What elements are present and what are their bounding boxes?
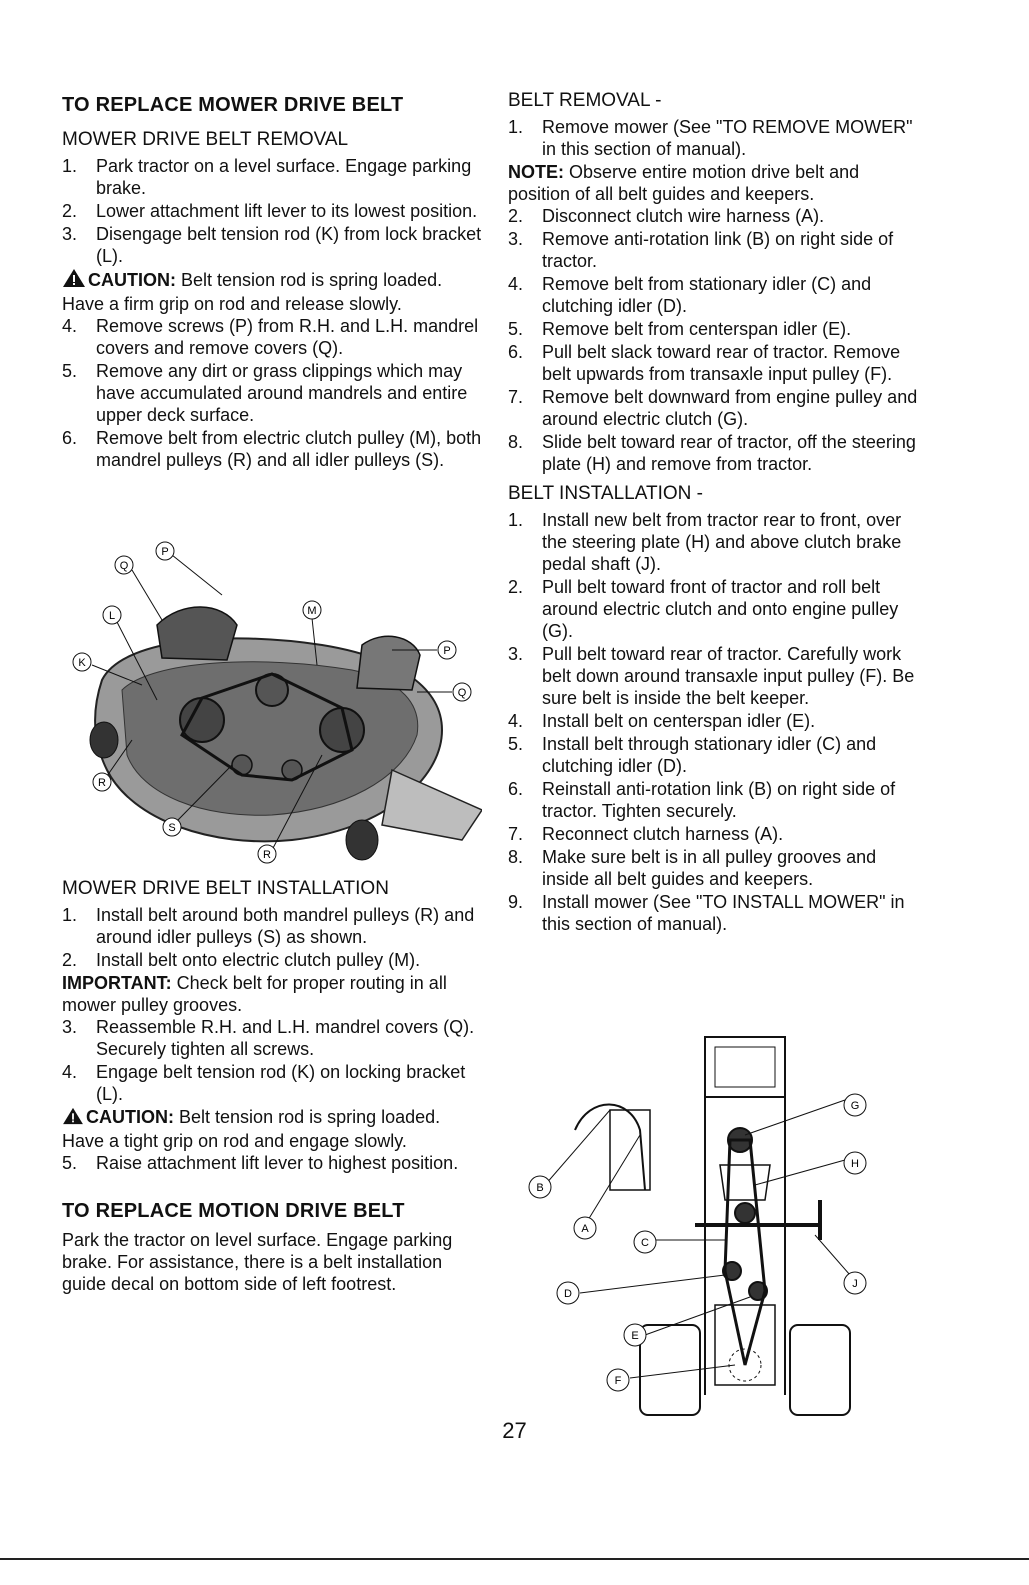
list-item: 5. Raise attachment lift lever to highest position. xyxy=(62,1153,459,1173)
caution-block-1 xyxy=(62,268,482,315)
bottom-rule xyxy=(0,1558,1029,1560)
svg-text:P: P xyxy=(161,546,169,558)
tractor-callout-e xyxy=(624,1324,646,1346)
list-item: 1. Install belt around both mandrel pulleys (R) and around idler pulleys (S) as shown. xyxy=(62,905,475,947)
list-item: 3. Pull belt toward rear of tractor. Carefully work belt down around transaxle input pulley (F). Be sure belt is inside the belt keeper. xyxy=(508,644,915,708)
list-item: 4. Remove screws (P) from R.H. and L.H. mandrel covers and remove covers (Q). xyxy=(62,316,479,358)
deck-callout-l xyxy=(103,606,121,624)
list-item: 2. Install belt onto electric clutch pulley (M). xyxy=(62,950,421,970)
mower-installation-steps-c xyxy=(62,1152,482,1174)
svg-text:A: A xyxy=(581,1223,589,1235)
deck-callout-q-top xyxy=(115,556,133,574)
svg-text:R: R xyxy=(98,777,106,789)
note-block xyxy=(508,161,920,205)
tractor-belt-figure xyxy=(520,1035,880,1420)
right-column xyxy=(508,90,920,936)
mower-removal-steps-a xyxy=(62,155,482,267)
tractor-callout-h xyxy=(844,1152,866,1174)
left-column-lower xyxy=(62,878,482,1295)
important-label: IMPORTANT: xyxy=(62,973,172,993)
belt-installation-steps xyxy=(508,509,920,935)
list-item: 3. Reassemble R.H. and L.H. mandrel covers (Q). Securely tighten all screws. xyxy=(62,1017,475,1059)
deck-callout-m xyxy=(303,601,321,619)
deck-callout-s xyxy=(163,818,181,836)
mower-installation-steps-a xyxy=(62,904,482,971)
tractor-belt-illustration xyxy=(520,1035,880,1420)
list-item: 1. Install new belt from tractor rear to front, over the steering plate (H) and above clutch brake pedal shaft (J). xyxy=(508,510,902,574)
list-item: 5. Remove belt from centerspan idler (E). xyxy=(508,319,852,339)
mower-deck-illustration xyxy=(62,540,482,870)
svg-text:M: M xyxy=(307,605,317,617)
list-item: 6. Pull belt slack toward rear of tractor. Remove belt upwards from transaxle input pulley (F). xyxy=(508,342,901,384)
deck-callout-r-left xyxy=(93,773,111,791)
caution-label: CAUTION: xyxy=(88,270,176,290)
svg-text:Q: Q xyxy=(457,687,467,699)
deck-callout-k xyxy=(73,653,91,671)
tractor-callout-f xyxy=(607,1369,629,1391)
mower-belt-heading: TO REPLACE MOWER DRIVE BELT xyxy=(62,94,404,116)
mower-removal-steps-b xyxy=(62,315,482,471)
list-item: 6. Remove belt from electric clutch pulley (M), both mandrel pulleys (R) and all idler pulleys (S). xyxy=(62,428,482,470)
list-item: 2. Disconnect clutch wire harness (A). xyxy=(508,206,825,226)
caution-label: CAUTION: xyxy=(86,1107,174,1127)
mower-installation-title: MOWER DRIVE BELT INSTALLATION xyxy=(62,878,389,899)
tractor-callout-g xyxy=(844,1094,866,1116)
list-item: 5. Remove any dirt or grass clippings which may have accumulated around mandrels and entire upper deck surface. xyxy=(62,361,468,425)
deck-callout-p-top xyxy=(156,542,174,560)
deck-callout-p-right xyxy=(438,641,456,659)
warning-icon xyxy=(62,268,86,293)
motion-belt-heading: TO REPLACE MOTION DRIVE BELT xyxy=(62,1200,405,1222)
mower-installation-steps-b xyxy=(62,1016,482,1105)
tractor-callout-d xyxy=(557,1282,579,1304)
svg-text:R: R xyxy=(263,849,271,861)
list-item: 4. Install belt on centerspan idler (E). xyxy=(508,711,816,731)
belt-removal-steps-b xyxy=(508,205,920,475)
mower-removal-title: MOWER DRIVE BELT REMOVAL xyxy=(62,129,349,150)
tractor-callout-j xyxy=(844,1272,866,1294)
tractor-callout-c xyxy=(634,1231,656,1253)
list-item: 2. Pull belt toward front of tractor and roll belt around electric clutch and onto engine pulley (G). xyxy=(508,577,899,641)
svg-text:Q: Q xyxy=(119,560,129,572)
belt-removal-steps-a xyxy=(508,116,920,160)
svg-text:J: J xyxy=(852,1278,858,1290)
svg-text:B: B xyxy=(536,1182,544,1194)
belt-removal-title: BELT REMOVAL - xyxy=(508,90,662,111)
belt-installation-title: BELT INSTALLATION - xyxy=(508,483,703,504)
svg-text:S: S xyxy=(168,822,176,834)
list-item: 7. Remove belt downward from engine pulley and around electric clutch (G). xyxy=(508,387,918,429)
svg-text:G: G xyxy=(850,1100,860,1112)
important-text: Check belt for proper routing in all mower pulley grooves. xyxy=(62,973,447,1015)
list-item: 3. Remove anti-rotation link (B) on right side of tractor. xyxy=(508,229,894,271)
list-item: 2. Lower attachment lift lever to its lowest position. xyxy=(62,201,478,221)
svg-text:P: P xyxy=(443,645,451,657)
list-item: 5. Install belt through stationary idler (C) and clutching idler (D). xyxy=(508,734,877,776)
motion-belt-text: Park the tractor on level surface. Engage parking brake. For assistance, there is a belt installation guide decal on bottom side of left footrest. xyxy=(62,1230,453,1294)
svg-text:K: K xyxy=(78,657,86,669)
page-number: 27 xyxy=(502,1418,527,1443)
deck-callout-q-right xyxy=(453,683,471,701)
list-item: 8. Slide belt toward rear of tractor, off the steering plate (H) and remove from tractor. xyxy=(508,432,916,474)
list-item: 6. Reinstall anti-rotation link (B) on right side of tractor. Tighten securely. xyxy=(508,779,896,821)
deck-callout-r-bottom xyxy=(258,845,276,863)
svg-text:C: C xyxy=(641,1237,649,1249)
list-item: 3. Disengage belt tension rod (K) from lock bracket (L). xyxy=(62,224,482,266)
svg-text:H: H xyxy=(851,1158,859,1170)
svg-text:L: L xyxy=(108,610,116,622)
caution-block-2 xyxy=(62,1106,482,1152)
note-label: NOTE: xyxy=(508,162,564,182)
list-item: 4. Engage belt tension rod (K) on locking bracket (L). xyxy=(62,1062,466,1104)
warning-icon xyxy=(62,1107,84,1130)
list-item: 4. Remove belt from stationary idler (C) and clutching idler (D). xyxy=(508,274,872,316)
svg-text:D: D xyxy=(564,1288,572,1300)
list-item: 8. Make sure belt is in all pulley grooves and inside all belt guides and keepers. xyxy=(508,847,877,889)
list-item: 1. Park tractor on a level surface. Engage parking brake. xyxy=(62,156,472,198)
svg-text:F: F xyxy=(614,1375,622,1387)
list-item: 9. Install mower (See "TO INSTALL MOWER" in this section of manual). xyxy=(508,892,905,934)
tractor-callout-b xyxy=(529,1176,551,1198)
mower-deck-figure xyxy=(62,540,482,870)
tractor-callout-a xyxy=(574,1217,596,1239)
left-column xyxy=(62,90,482,472)
svg-text:E: E xyxy=(631,1330,639,1342)
note-text: Observe entire motion drive belt and position of all belt guides and keepers. xyxy=(508,162,860,204)
caution-text: Belt tension rod is spring loaded. Have a tight grip on rod and engage slowly. xyxy=(62,1107,441,1151)
list-item: 7. Reconnect clutch harness (A). xyxy=(508,824,784,844)
caution-text: Belt tension rod is spring loaded. Have a firm grip on rod and release slowly. xyxy=(62,270,443,314)
list-item: 1. Remove mower (See "TO REMOVE MOWER" in this section of manual). xyxy=(508,117,913,159)
important-note xyxy=(62,972,482,1016)
